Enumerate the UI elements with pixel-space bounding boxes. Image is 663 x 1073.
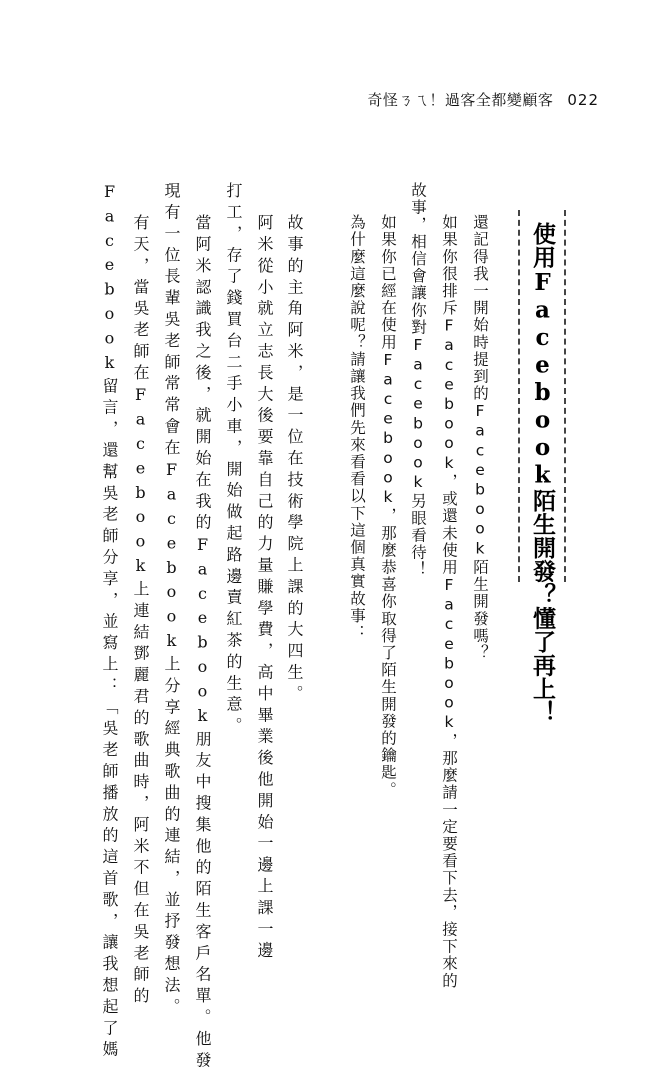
intro-line: 如果你已經在使用Facebook，那麼恭喜你取得了陌生開發的鑰匙。 — [379, 214, 397, 799]
story-line: 阿米從小就立志長大後要靠自己的力量賺學費，高中畢業後他開始一邊上課一邊 — [255, 214, 274, 963]
intro-line: 為什麼這麼說呢？請讓我們先來看看以下這個真實故事： — [348, 214, 366, 642]
story-line: 故事的主角阿米，是一位在技術學院上課的大四生。 — [285, 214, 304, 707]
story-line: 打工，存了錢買台二手小車，開始做起路邊賣紅茶的生意。 — [224, 182, 243, 739]
story-line: 當阿米認識我之後，就開始在我的Facebook朋友中搜集他的陌生客戶名單。他發 — [193, 214, 212, 1073]
running-head — [367, 89, 599, 110]
running-head-title: 奇怪ㄋㄟ！過客全都變顧客 — [367, 91, 554, 109]
intro-line: 如果你很排斥Facebook，或還未使用Facebook，那麼請一定要看下去，接下來的 — [440, 214, 458, 990]
section-heading: 使用Facebook陌生開發？懂了再上！ — [529, 222, 556, 724]
story-line: 現有一位長輩吳老師常常會在Facebook上分享經典歌曲的連結，並抒發想法。 — [162, 182, 181, 1020]
story-line: Facebook留言，還幫吳老師分享，並寫上：「吳老師播放的這首歌，讓我想起了媽 — [100, 182, 119, 1062]
story-line: 有天，當吳老師在Facebook上連結鄧麗君的歌曲時，阿米不但在吳老師的 — [131, 214, 150, 1009]
intro-line: 故事，相信會讓你對Facebook另眼看待！ — [409, 182, 427, 579]
page-number: 022 — [567, 91, 599, 109]
intro-line: 還記得我一開始時提到的Facebook陌生開發嗎？ — [471, 214, 489, 662]
